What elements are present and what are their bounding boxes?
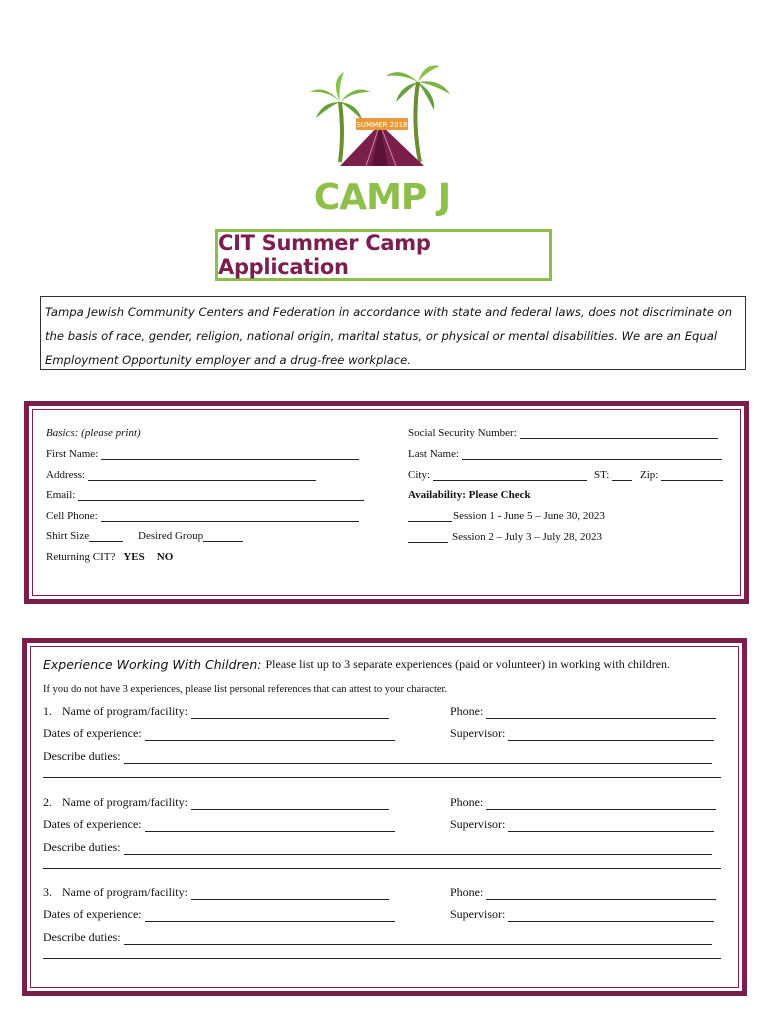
shirt-size-field[interactable]: Shirt Size (46, 530, 123, 542)
availability-heading: Availability: Please Check (408, 489, 531, 501)
city-field[interactable]: City: (408, 469, 587, 481)
returning-yes[interactable]: YES (123, 551, 145, 563)
experience-heading: Experience Working With Children: Please list up to 3 separate experiences (paid or volunteer) in working with children. (43, 657, 671, 672)
entry-3-dates-field[interactable]: Dates of experience: (43, 907, 395, 922)
session-1-option[interactable]: Session 1 - June 5 – June 30, 2023 (408, 510, 605, 522)
entry-3-supervisor-field[interactable]: Supervisor: (450, 907, 714, 922)
entry-1-duties-field[interactable]: Describe duties: (43, 749, 712, 764)
entry-3-duties-line[interactable] (43, 958, 721, 959)
page-title: CIT Summer Camp Application (218, 231, 431, 279)
entry-2-phone-field[interactable]: Phone: (450, 795, 716, 810)
entry-3-duties-field[interactable]: Describe duties: (43, 930, 712, 945)
zip-field[interactable]: Zip: (640, 469, 723, 481)
last-name-field[interactable]: Last Name: (408, 448, 722, 460)
entry-3-phone-field[interactable]: Phone: (450, 885, 716, 900)
entry-1-program-field[interactable]: 1. Name of program/facility: (43, 704, 389, 719)
entry-2-dates-field[interactable]: Dates of experience: (43, 817, 395, 832)
ssn-field[interactable]: Social Security Number: (408, 427, 718, 439)
desired-group-field[interactable]: Desired Group (138, 530, 243, 542)
camp-j-logo (300, 62, 460, 220)
first-name-field[interactable]: First Name: (46, 448, 359, 460)
returning-no[interactable]: NO (156, 551, 174, 563)
non-discrimination-notice: Tampa Jewish Community Centers and Federation in accordance with state and federal laws, does not discriminate on the basis of race, gender, religion, national origin, marital status, or physical or mental disabilities. We are an Equal Employment Opportunity employer and a drug-free workplace. (40, 296, 746, 370)
session-2-option[interactable]: Session 2 – July 3 – July 28, 2023 (408, 531, 602, 543)
entry-1-dates-field[interactable]: Dates of experience: (43, 726, 395, 741)
entry-2-duties-line[interactable] (43, 868, 721, 869)
entry-1-supervisor-field[interactable]: Supervisor: (450, 726, 714, 741)
entry-2-duties-field[interactable]: Describe duties: (43, 840, 712, 855)
title-box (215, 229, 552, 281)
experience-subtext: If you do not have 3 experiences, please list personal references that can attest to your character. (43, 684, 448, 695)
state-field[interactable]: ST: (594, 469, 632, 481)
logo-banner-text: SUMMER 2018 (356, 121, 408, 129)
email-field[interactable]: Email: (46, 489, 364, 501)
returning-cit: Returning CIT? YES NO (46, 551, 174, 563)
entry-2-supervisor-field[interactable]: Supervisor: (450, 817, 714, 832)
cell-phone-field[interactable]: Cell Phone: (46, 510, 359, 522)
entry-2-program-field[interactable]: 2. Name of program/facility: (43, 795, 389, 810)
entry-3-program-field[interactable]: 3. Name of program/facility: (43, 885, 389, 900)
logo-name-text: CAMP J (313, 177, 451, 218)
entry-1-duties-line[interactable] (43, 777, 721, 778)
entry-1-phone-field[interactable]: Phone: (450, 704, 716, 719)
basics-heading: Basics: (please print) (46, 427, 141, 439)
address-field[interactable]: Address: (46, 469, 316, 481)
